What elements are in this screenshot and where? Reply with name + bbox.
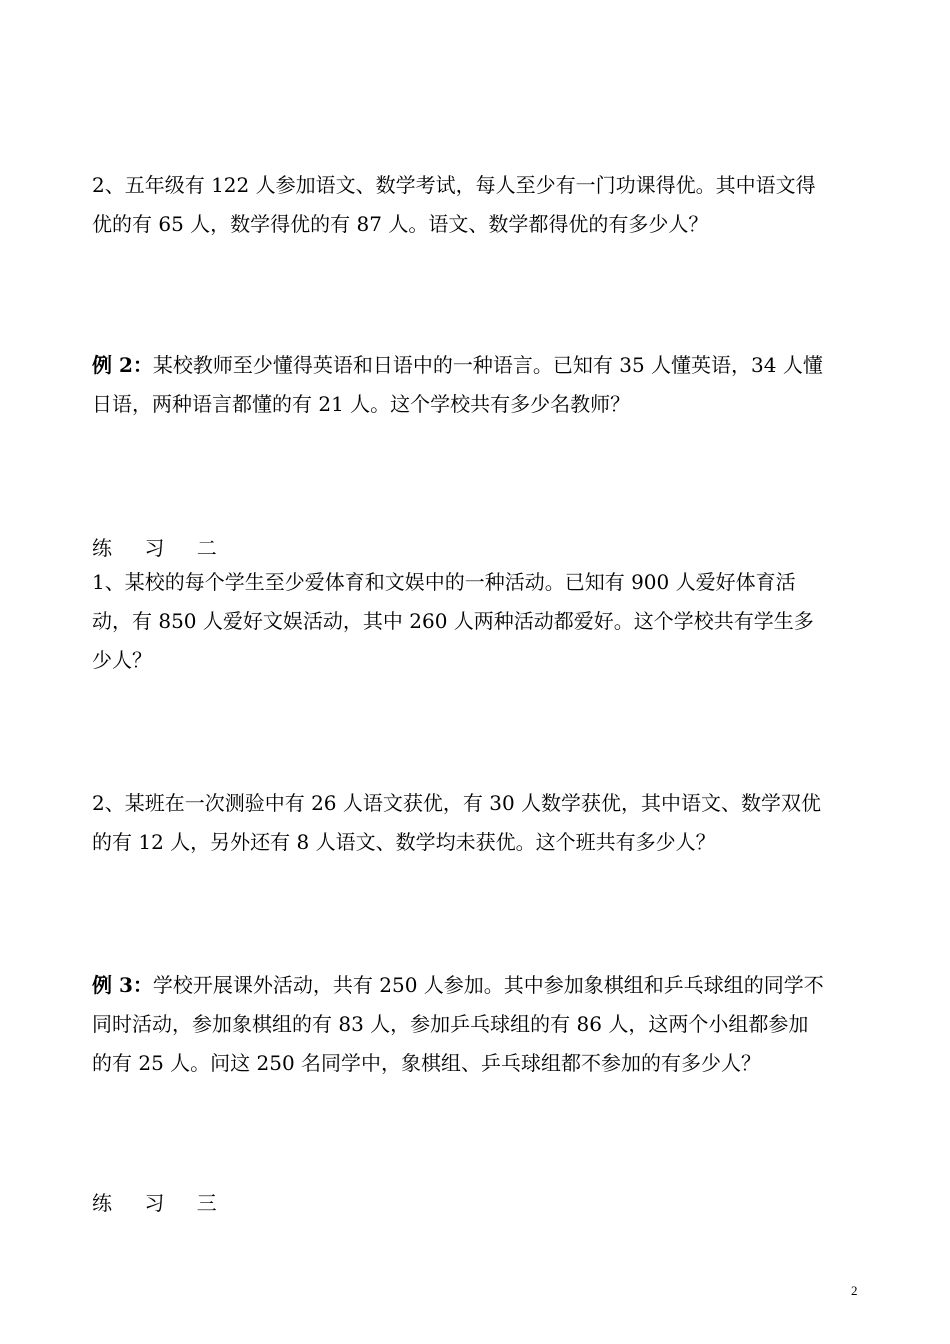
page-number: 2	[851, 1283, 858, 1298]
section-title	[92, 1188, 243, 1218]
example-text	[92, 966, 862, 1083]
text-line: 学校开展课外活动，共有 250 人参加。其中参加象棋组和乒乓球组的同学不	[152, 973, 824, 997]
example-label: 例 3：	[92, 973, 153, 997]
section-title	[92, 533, 243, 563]
title-char: 三	[196, 1191, 217, 1215]
text-line: 2、五年级有 122 人参加语文、数学考试，每人至少有一门功课得优。其中语文得	[92, 173, 816, 197]
example-text	[92, 346, 862, 424]
text-line: 动，有 850 人爱好文娱活动，其中 260 人两种活动都爱好。这个学校共有学生多	[92, 609, 814, 633]
text-line: 某校教师至少懂得英语和日语中的一种语言。已知有 35 人懂英语，34 人懂	[152, 353, 823, 377]
title-char: 习	[144, 536, 165, 560]
text-line: 优的有 65 人，数学得优的有 87 人。语文、数学都得优的有多少人？	[92, 212, 709, 236]
title-char: 二	[196, 536, 217, 560]
text-line: 日语，两种语言都懂的有 21 人。这个学校共有多少名教师？	[92, 392, 631, 416]
example-label: 例 2：	[92, 353, 153, 377]
title-char: 练	[92, 536, 112, 560]
text-line: 同时活动，参加象棋组的有 83 人，参加乒乓球组的有 86 人，这两个小组都参加	[92, 1012, 809, 1036]
text-line: 1、某校的每个学生至少爱体育和文娱中的一种活动。已知有 900 人爱好体育活	[92, 570, 796, 594]
text-line: 的有 25 人。问这 250 名同学中，象棋组、乒乓球组都不参加的有多少人？	[92, 1051, 762, 1075]
text-line: 2、某班在一次测验中有 26 人语文获优，有 30 人数学获优，其中语文、数学双优	[92, 791, 822, 815]
title-char: 练	[92, 1191, 112, 1215]
question-text	[92, 784, 862, 862]
question-text	[92, 563, 862, 680]
title-char: 习	[144, 1191, 165, 1215]
text-line: 的有 12 人，另外还有 8 人语文、数学均未获优。这个班共有多少人？	[92, 830, 716, 854]
question-text	[92, 166, 862, 244]
text-line: 少人？	[92, 648, 152, 672]
